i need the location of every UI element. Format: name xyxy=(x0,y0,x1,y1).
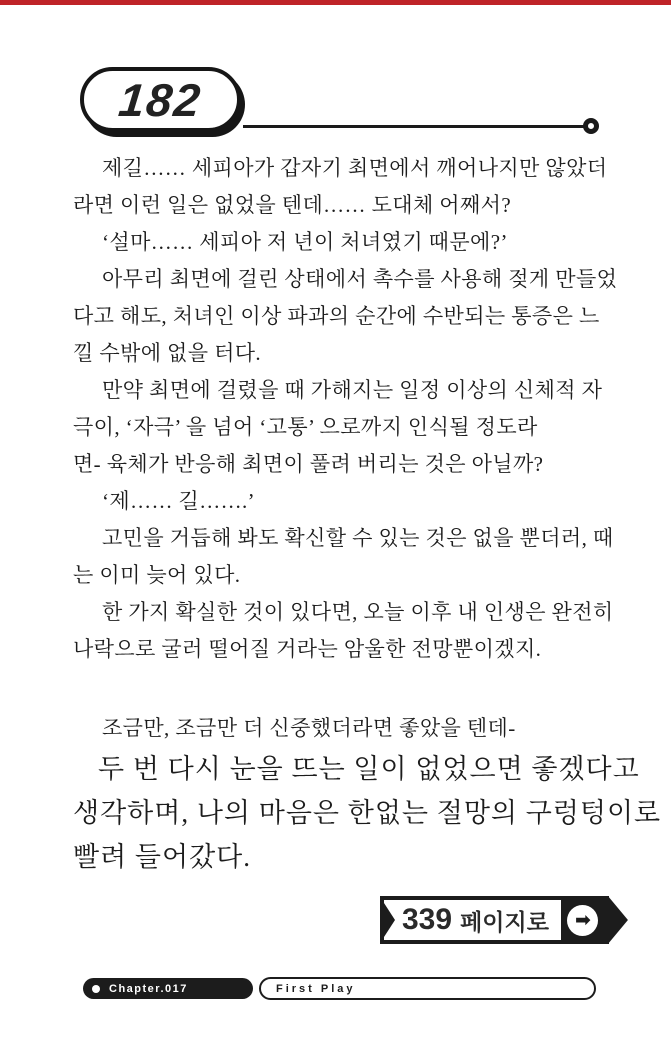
chapter-badge xyxy=(83,978,253,999)
text-line: ‘제…… 길…….’ xyxy=(102,489,256,513)
text-line: 두 번 다시 눈을 뜨는 일이 없었으면 좋겠다고 xyxy=(98,754,640,784)
arrow-box xyxy=(561,900,605,940)
arrow-tip-icon xyxy=(608,896,628,944)
text-line: ‘설마…… 세피아 저 년이 처녀였기 때문에?’ xyxy=(102,230,508,254)
text-line: 조금만, 조금만 더 신중했더라면 좋았을 텐데- xyxy=(102,716,516,740)
text-line: 만약 최면에 걸렸을 때 가해지는 일정 이상의 신체적 자 xyxy=(102,378,603,402)
text-line: 제길…… 세피아가 갑자기 최면에서 깨어나지만 않았더 xyxy=(102,156,608,180)
book-title-label: First Play xyxy=(276,982,356,995)
goto-page-label: 페이지로 xyxy=(460,908,549,935)
chapter-label: Chapter.017 xyxy=(109,982,188,995)
text-line: 낄 수밖에 없을 터다. xyxy=(73,341,262,365)
goto-page-button[interactable] xyxy=(380,896,628,944)
goto-page-number: 339 xyxy=(402,903,453,936)
header-rule-line xyxy=(243,125,585,128)
text-line: 라면 이런 일은 없었을 텐데…… 도대체 어째서? xyxy=(73,193,512,217)
page-number: 182 xyxy=(116,73,205,126)
notch-icon xyxy=(384,903,395,937)
right-arrow-icon: ➡ xyxy=(567,905,598,936)
text-line: 아무리 최면에 걸린 상태에서 촉수를 사용해 젖게 만들었 xyxy=(102,267,618,291)
text-line: 한 가지 확실한 것이 있다면, 오늘 이후 내 인생은 완전히 xyxy=(102,600,614,624)
goto-page-body xyxy=(380,896,609,944)
text-line: 빨려 들어갔다. xyxy=(73,842,251,872)
book-title-badge xyxy=(259,977,596,1000)
text-line: 나락으로 굴러 떨어질 거라는 암울한 전망뿐이겠지. xyxy=(73,637,542,661)
text-line: 면- 육체가 반응해 최면이 풀려 버리는 것은 아닐까? xyxy=(73,452,544,476)
bullet-icon xyxy=(92,985,100,993)
line-end-ring-icon xyxy=(583,118,599,134)
page-number-badge xyxy=(80,67,241,132)
novel-text-block xyxy=(73,150,662,879)
text-line: 다고 해도, 처녀인 이상 파과의 순간에 수반되는 통증은 느 xyxy=(73,304,600,328)
text-line: 는 이미 늦어 있다. xyxy=(73,563,241,587)
text-line: 고민을 거듭해 봐도 확신할 수 있는 것은 없을 뿐더러, 때 xyxy=(102,526,614,550)
text-line: 극이, ‘자극’ 을 넘어 ‘고통’ 으로까지 인식될 정도라 xyxy=(73,415,538,439)
text-line: 생각하며, 나의 마음은 한없는 절망의 구렁텅이로 xyxy=(73,798,662,828)
top-accent-rule xyxy=(0,0,671,5)
